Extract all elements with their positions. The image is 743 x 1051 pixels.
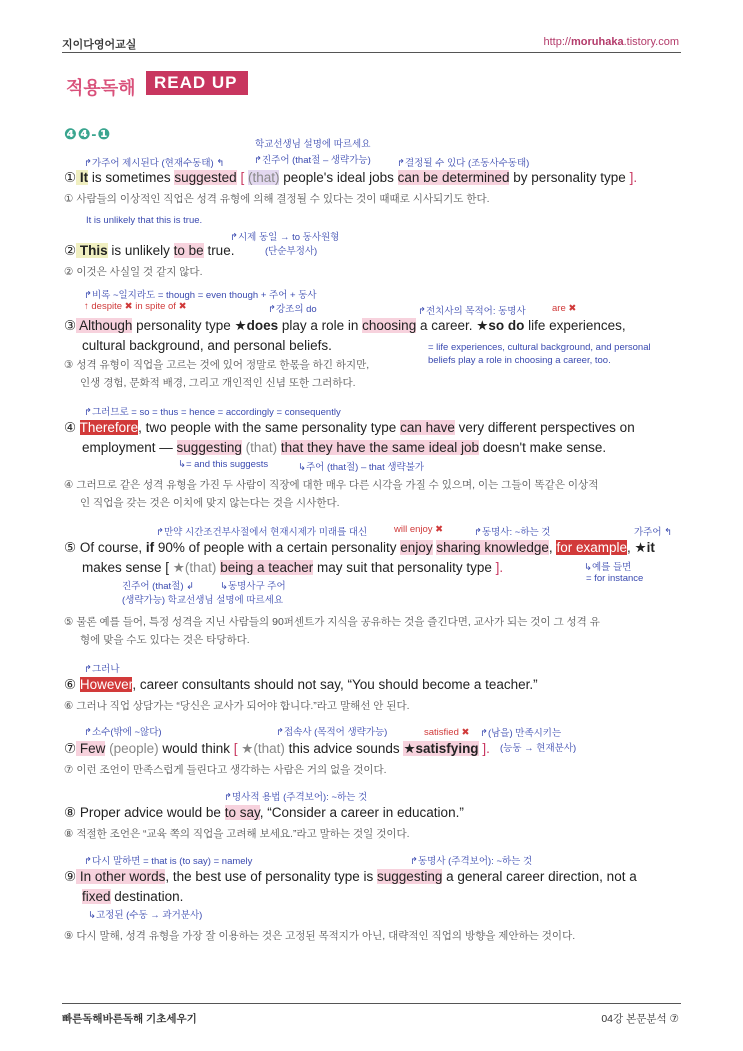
footer-divider xyxy=(62,1003,681,1004)
translation-1: ① 사람들의 이상적인 직업은 성격 유형에 의해 결정될 수 있다는 것이 때때로 시사되기도 한다. xyxy=(64,193,490,205)
annotation: ↱소수(밖에 ~않다) xyxy=(84,727,162,738)
annotation: ↱접속사 (목적어 생략가능) xyxy=(276,727,388,738)
sentence-2: ② This is unlikely to be true. xyxy=(64,243,235,258)
book-title: 빠른독해바른독해 기초세우기 xyxy=(62,1013,197,1025)
lesson-number: ❹❹-❶ xyxy=(64,126,112,143)
annotation: ↱강조의 do xyxy=(268,304,317,315)
sentence-5: ⑤ Of course, if 90% of people with a certain personality enjoy sharing knowledge, for example, ★it xyxy=(64,540,655,555)
translation-4: ④ 그러므로 같은 성격 유형을 가진 두 사람이 직장에 대한 매우 다른 시각을 가질 수 있으며, 이는 그들이 똑같은 이상적 xyxy=(64,479,599,491)
sentence-4-line-2: employment — suggesting (that) that they have the same ideal job doesn't make sense. xyxy=(82,440,607,455)
annotation: (생략가능) 학교선생님 설명에 따르세요 xyxy=(122,595,284,606)
page-label: 04강 본문분석 ⑦ xyxy=(601,1013,679,1025)
sentence-6: ⑥ However, career consultants should not say, “You should become a teacher.” xyxy=(64,677,538,692)
sentence-1: ① It is sometimes suggested [ (that) people's ideal jobs can be determined by personality type ]. xyxy=(64,170,638,185)
section-title: 적용독해 xyxy=(66,78,136,98)
annotation: It is unlikely that this is true. xyxy=(86,215,203,226)
annotation: ↱만약 시간조건부사절에서 현재시제가 미래를 대신 xyxy=(156,527,368,538)
annotation: ↱전치사의 목적어: 동명사 xyxy=(418,306,526,317)
annotation: (능동 → 현재분사) xyxy=(500,743,577,754)
annotation: 가주어 ↰ xyxy=(634,527,673,538)
side-note: = life experiences, cultural background, and personal xyxy=(428,342,651,353)
annotation: ↱명사적 용법 (주격보어): ~하는 것 xyxy=(224,792,368,803)
translation-5-line-2: 형에 맞을 수도 있다는 것은 타당하다. xyxy=(80,634,250,646)
sentence-9: ⑨ In other words, the best use of personality type is suggesting a general career direction, not a xyxy=(64,869,637,884)
sentence-3-line-2: cultural background, and personal beliefs. xyxy=(82,338,332,353)
annotation: are ✖ xyxy=(552,303,577,314)
annotation: ↳고정된 (수동 → 과거분사) xyxy=(88,910,203,921)
annotation: ↱비록 ~일지라도 = though = even though + 주어 + 동사 xyxy=(84,290,317,301)
publisher-name: 지이다영어교실 xyxy=(62,39,137,51)
side-note: beliefs play a role in choosing a career, too. xyxy=(428,355,611,366)
sentence-8: ⑧ Proper advice would be to say, “Consider a career in education.” xyxy=(64,805,464,820)
annotation: ↱동명사 (주격보어): ~하는 것 xyxy=(410,856,533,867)
annotation: ↳= and this suggests xyxy=(178,459,269,470)
annotation: = for instance xyxy=(586,573,644,584)
annotation: ↳동명사구 주어 xyxy=(220,581,286,592)
annotation: (단순부정사) xyxy=(265,246,318,257)
sentence-9-line-2: fixed destination. xyxy=(82,889,184,904)
section-badge: READ UP xyxy=(146,71,248,95)
translation-4-line-2: 인 직업을 갖는 것은 이치에 맞지 않는다는 것을 시사한다. xyxy=(80,497,340,509)
sentence-5-line-2: makes sense [ ★(that) being a teacher may suit that personality type ]. xyxy=(82,560,504,575)
annotation: ↱그러나 xyxy=(84,664,120,675)
annotation: 진주어 (that절) ↲ xyxy=(122,581,195,592)
annotation: ↱가주어 제시된다 (현재수동태) ↰ xyxy=(84,158,225,169)
translation-3-line-2: 인생 경험, 문화적 배경, 그리고 개인적인 신념 또한 그러하다. xyxy=(80,377,356,389)
translation-3: ③ 성격 유형이 직업을 고르는 것에 있어 정말로 한몫을 하긴 하지만, xyxy=(64,359,370,371)
annotation: ↱진주어 (that절 – 생략가능) xyxy=(254,155,371,166)
translation-8: ⑧ 적절한 조언은 “교육 쪽의 직업을 고려해 보세요.”라고 말하는 것일 것이다. xyxy=(64,828,410,840)
sentence-4: ④ Therefore, two people with the same personality type can have very different perspectives on xyxy=(64,420,635,435)
annotation: ↱결정될 수 있다 (조동사수동태) xyxy=(397,158,530,169)
annotation: satisfied ✖ xyxy=(424,727,470,738)
annotation: ↱그러므로 = so = thus = hence = accordingly = consequently xyxy=(84,407,341,418)
translation-5: ⑤ 물론 예를 들어, 특정 성격을 지닌 사람들의 90퍼센트가 지식을 공유하는 것을 즐긴다면, 교사가 되는 것이 그 성격 유 xyxy=(64,616,600,628)
translation-9: ⑨ 다시 말해, 성격 유형을 가장 잘 이용하는 것은 고정된 목적지가 아닌, 대략적인 직업의 방향을 제안하는 것이다. xyxy=(64,930,576,942)
annotation: ↱시제 동일 → to 동사원형 xyxy=(230,232,340,243)
annotation: ↱다시 말하면 = that is (to say) = namely xyxy=(84,856,253,867)
translation-2: ② 이것은 사실일 것 같지 않다. xyxy=(64,266,203,278)
header-divider xyxy=(62,52,681,53)
translation-6: ⑥ 그러나 직업 상담가는 “당신은 교사가 되어야 합니다.”라고 말해선 안 된다. xyxy=(64,700,410,712)
annotation: ↳예를 들면 xyxy=(584,562,632,573)
sentence-7: ⑦ Few (people) would think [ ★(that) this advice sounds ★satisfying ]. xyxy=(64,741,490,756)
annotation: ↳주어 (that절) – that 생략불가 xyxy=(298,462,425,473)
annotation: ↑ despite ✖ in spite of ✖ xyxy=(84,301,187,312)
translation-7: ⑦ 이런 조언이 만족스럽게 들린다고 생각하는 사람은 거의 없을 것이다. xyxy=(64,764,387,776)
sentence-3: ③ Although personality type ★does play a role in choosing a career. ★so do life experiences, xyxy=(64,318,626,333)
blog-url[interactable]: http://moruhaka.tistory.com xyxy=(543,36,679,48)
annotation: ↱동명사: ~하는 것 xyxy=(474,527,551,538)
annotation: ↱(남을) 만족시키는 xyxy=(480,728,562,739)
annotation: will enjoy ✖ xyxy=(394,524,444,535)
annotation: 학교선생님 설명에 따르세요 xyxy=(255,139,371,150)
